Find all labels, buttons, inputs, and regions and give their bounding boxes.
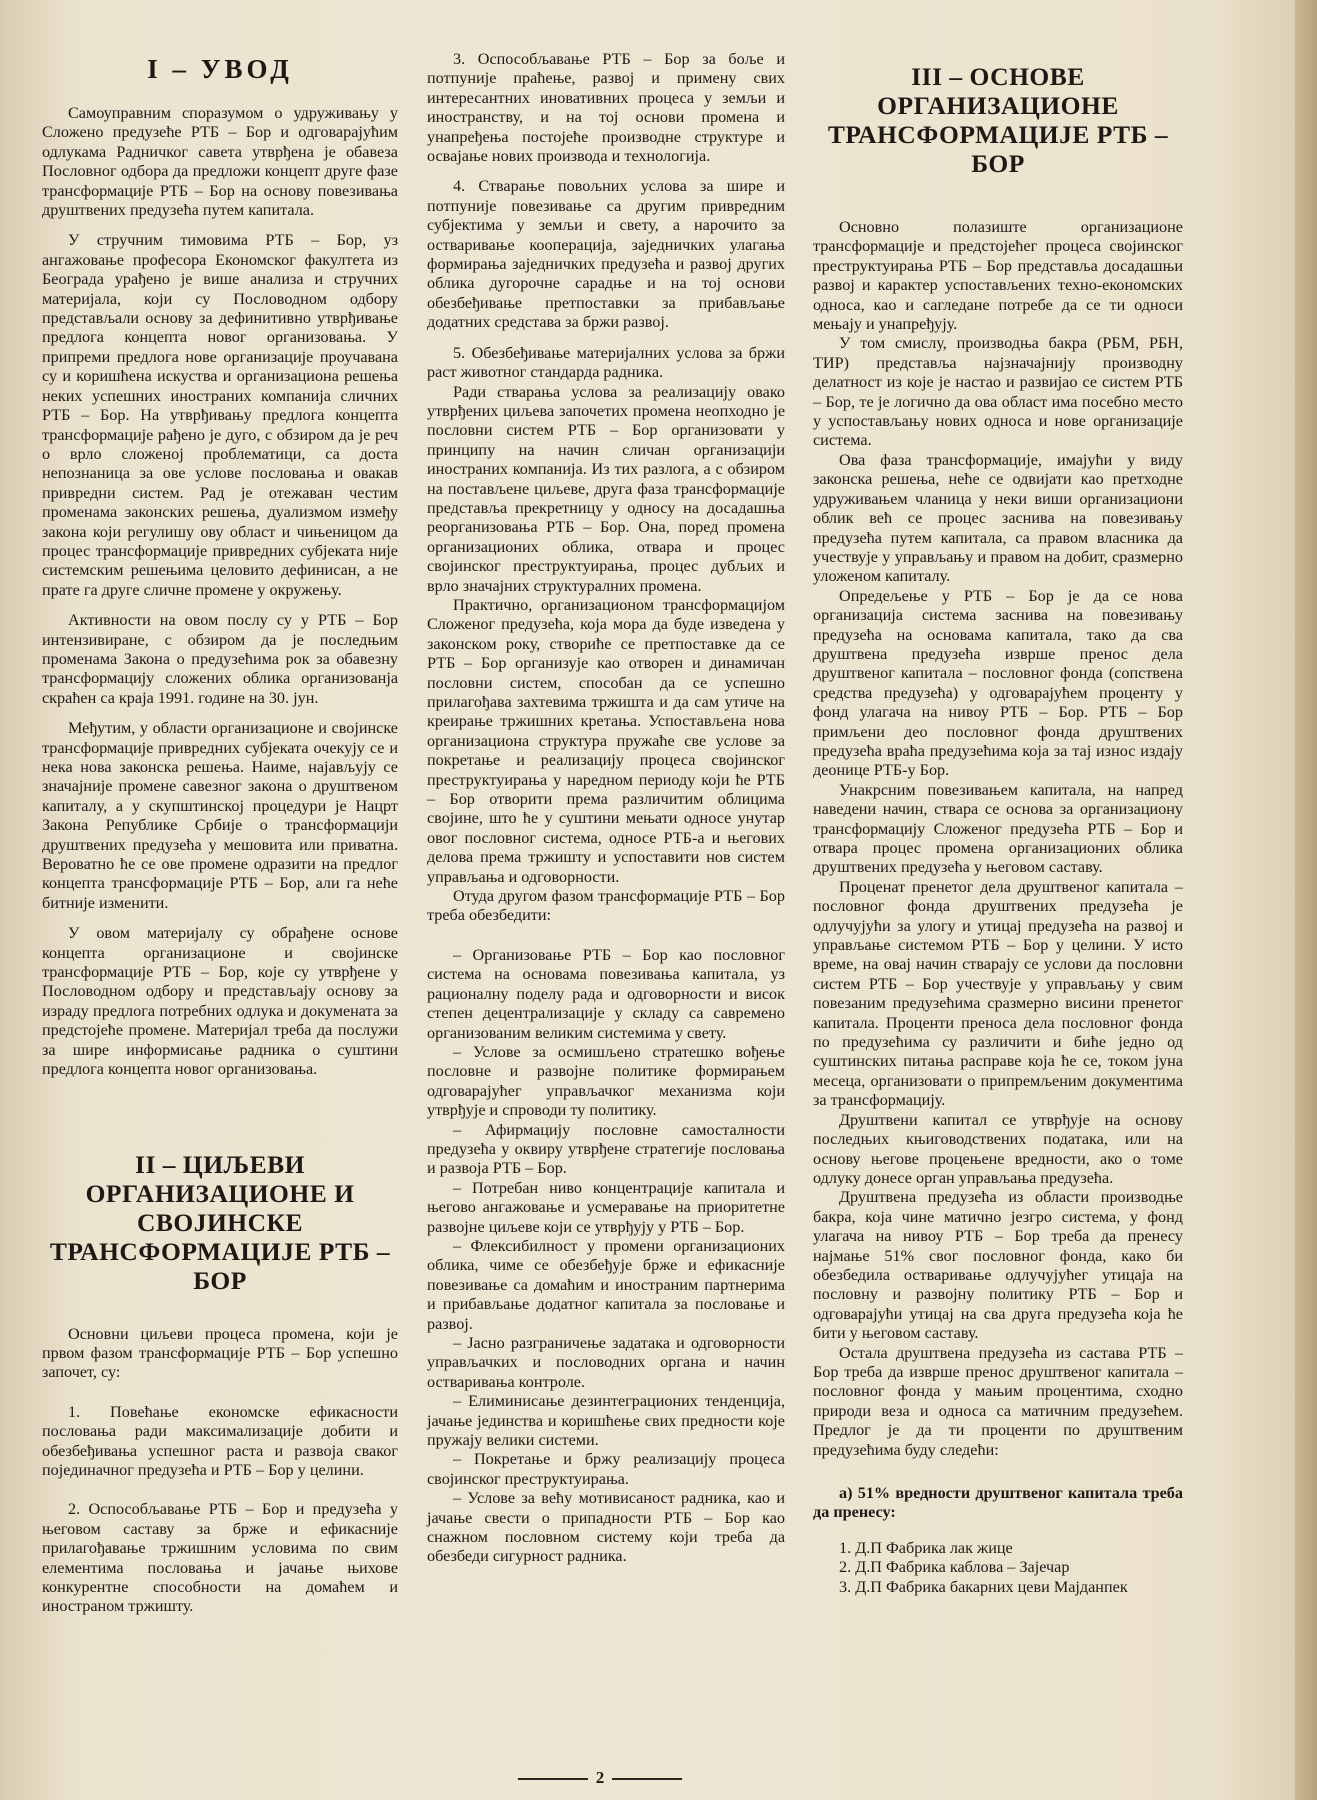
paragraph: У овом материјалу су обрађене основе концепта организационе и својинске трансформације РТБ – Бор, које су утврђене у Пословодном одбору и представљају основу за израду предлога потребних одлука и докумената за предстојеће промене. Материјал треба да послужи за шире информисање радника о суштини предлога концепта новог организовања. <box>42 924 398 1079</box>
paragraph: У том смислу, производња бакра (РБМ, РБН, ТИР) представља најзначајнију производну делатност из које је настао и развијао се систем РТБ – Бор, те је логично да ова област има посебно место у успостављању нових односа и нове организације система. <box>813 334 1183 450</box>
list-item: 3. Оспособљавање РТБ – Бор за боље и потпуније праћење, развој и примену свих интересантних иновативних процеса у земљи и иностранству, и на тој основи промена и унапређења постојеће производне структуре и освајање нових производа и технологија. <box>427 50 785 166</box>
paragraph: Активности на овом послу су у РТБ – Бор интензивиране, с обзиром да је последњим променама Закона о предузећима рок за обавезну трансформацију сложених облика организованја скраћен са краја 1991. године на 30. јун. <box>42 611 398 707</box>
list-item: 1. Д.П Фабрика лак жице <box>839 1538 1013 1557</box>
dash-item: – Покретање и бржу реализацију процеса својинског преструктуирања. <box>427 1450 785 1488</box>
dash-item: – Афирмацију пословне самосталности предузећа у оквиру утврђене стратегије пословања и развоја РТБ – Бор. <box>427 1120 785 1178</box>
paragraph: Опредељење у РТБ – Бор је да се нова организација система заснива на повезивању предузећа на основама капитала, тако да сва друштвена предузећа изврше пренос дела друштвеног капитала – пословног фонда (сопствена средства предузећа) у одговарајућем проценту у фонд улагача на нивоу РТБ – Бор. РТБ – Бор примљени део пословног фонда друштвених предузећа враћа предузећима која за тај износ издају деонице РТБ-у Бор. <box>813 586 1183 780</box>
list-heading: а) 51% вредности друштвеног капитала треба да пренесу: <box>813 1484 1183 1522</box>
paragraph: Друштвени капитал се утврђује на основу последњих књиговодствених података, или на основу његове процењене вредности, ако о томе одлуку донесе орган управљања предузећа. <box>813 1110 1183 1187</box>
paragraph: Ова фаза трансформације, имајући у виду законска решења, неће се одвијати као претходне удруживањем чланица у неки виши организациони облик већ се процес заснива на повезивању предузећа путем капитала, са правом власника да учествује у управљању и правом на добит, сразмерно уложеном капиталу. <box>813 450 1183 586</box>
list-item: 2. Оспособљавање РТБ – Бор и предузећа у његовом саставу за брже и ефикасније прилагођавање тржишним условима по свим елементима пословања и јачање њихове конкурентне способности на домаћем и иностраном тржишту. <box>42 1500 398 1616</box>
paragraph: Остала друштвена предузећа из састава РТБ – Бор треба да изврше пренос друштвеног капитала – пословног фонда у мањим процентима, сходно природи веза и односа са матичним предузећем. Предлог је да ти проценти по друштвеним предузећима буду следећи: <box>813 1343 1183 1459</box>
dash-item: – Услове за осмишљено стратешко вођење пословне и развојне политике формирањем одговарајућег управљачког механизма који утврђује и спроводи ту политику. <box>427 1042 785 1120</box>
paragraph: Самоуправним споразумом о удруживању у Сложено предузеће РТБ – Бор и одговарајућим одлукама Радничког савета утврђена је обавеза Пословног одбора да предложи концепт друге фазе трансформације РТБ – Бор на основу повезивања друштвених предузећа путем капитала. <box>42 104 398 220</box>
list-item: 3. Д.П Фабрика бакарних цеви Мајданпек <box>839 1577 1128 1596</box>
list-item: 5. Обезбеђивање материјалних услова за бржи раст животног стандарда радника. <box>427 343 785 382</box>
paragraph: Практично, организационом трансформацијом Сложеног предузећа, која мора да буде изведена у законском року, створиће се претпоставке да се РТБ – Бор организује као отворен и динамичан пословни систем, способан да се успешно прилагођава захтевима тржишта и да сам утиче на креирање тржишних кретања. Успостављена нова организациона структура пружаће све услове за покретање и реализацију процеса својинског преструктуирања у наредном периоду који ће РТБ – Бор отворити према различитим облицима својине, што ће у суштини мењати односе унутар овог пословног система, односе РТБ-а и његових делова према тржишту и успоставити нов систем управљања и одговорности. <box>427 595 785 886</box>
dash-item: – Јасно разграничење задатака и одговорности управљачких и пословодних органа и начин остваривања контроле. <box>427 1334 785 1391</box>
column-1 <box>42 48 398 1617</box>
page-number: 2 <box>495 1768 705 1788</box>
paragraph: Отуда другом фазом трансформације РТБ – Бор треба обезбедити: <box>427 887 785 925</box>
list-item: 1. Повећање економске ефикасности пословања ради максимализације добити и обезбеђивања успешног раста и развоја сваког појединачног предузећа и РТБ – Бор у целини. <box>42 1402 398 1479</box>
paragraph: Унакрсним повезивањем капитала, на напред наведени начин, ствара се основа за организациону трансформацију Сложеног предузећа РТБ – Бор и отвара процес промена организационих облика друштвених предузећа у његовом саставу. <box>813 780 1183 877</box>
paragraph: Ради стварања услова за реализацију овако утврђених циљева започетих промена неопходно је пословни систем РТБ – Бор организовати у принципу на начин сличан организацији иностраних компанија. Из тих разлога, а с обзиром на постављене циљеве, друга фаза трансформације представља прекретницу у односу на досадашња реорганизовања РТБ – Бор. Она, поред промена организационих облика, отвара и процес својинског преструктуирања, процес дубљих и врло значајних структуралних промена. <box>427 382 785 595</box>
dash-item: – Елиминисање дезинтеграционих тенденција, јачање јединства и коришћење свих предности које пружају велики системи. <box>427 1392 785 1450</box>
list-item: 2. Д.П Фабрика каблова – Зајечар <box>839 1558 1070 1577</box>
section-title-ciljevi: II – ЦИЉЕВИ ОРГАНИЗАЦИОНЕ И СВОЈИНСКЕ ТРАНСФОРМАЦИЈЕ РТБ – БОР <box>49 1149 391 1295</box>
dash-item: – Организовање РТБ – Бор као пословног система на основама повезивања капитала, уз рационалну поделу рада и одговорности и висок степен децентрализације у складу са савремено организованим великим системима у свету. <box>427 945 785 1042</box>
paragraph: У стручним тимовима РТБ – Бор, уз ангажовање професора Економског факултета из Београда урађено је више анализа и стручних материјала, који су Пословодном одбору представљали основу за дефинитивно утврђивање предлога концепта новог организовања. У припреми предлога нове организације проучавана су и коришћена искуства и организациона решења неких успешних иностраних компанија сличних РТБ – Бор. На утврђивању предлога концепта трансформације рађено је дуго, с обзиром да је реч о врло сложеној проблематици, са доста непознаница за ове услове пословања и овакав привредни систем. Рад је отежаван честим променама законских решења, дуализмом између закона који регулишу ову област и чињеницом да процес трансформације привредних субјеката није системским решењима целовито дефинисан, а не прате га друге сличне промене у окружењу. <box>42 231 398 599</box>
paragraph: Основно полазиште организационе трансформације и предстојећег процеса својинског преструктуирања РТБ – Бор представља досадашњи развој и карактер успостављених техно-економских односа, као и сагледане потребе да се ти односи мењају и унапређују. <box>813 218 1183 334</box>
paragraph: Друштвена предузећа из области производње бакра, која чине матично језгро система, у фонд улагача на нивоу РТБ – Бор треба да пренесу најмање 51% свог пословног фонда, како би обезбедила остваривање одлучујућег утицаја на пословну и развојну политику РТБ – Бор и одговарајући утицај на сва друга предузећа која ће бити у његовом саставу. <box>813 1188 1183 1343</box>
page-binding-edge <box>1295 0 1317 1800</box>
column-3 <box>813 56 1183 1597</box>
dash-item: – Потребан ниво концентрације капитала и његово ангажовање и усмеравање на приоритетне развојне циљеве који се утврђују у РТБ – Бор. <box>427 1178 785 1236</box>
paragraph: Међутим, у области организационе и својинске трансформације привредних субјеката очекују се и нека нова законска решења. Наиме, најављују се значајније промене савезног закона о друштвеном капиталу, а у скупштинској процедури је Нацрт Закона Републике Србије о трансформацији друштвених предузећа у мешовита или приватна. Вероватно ће се ове промене одразити на предлог концепта трансформације РТБ – Бор, али га неће битније изменити. <box>42 719 398 912</box>
column-2 <box>427 50 785 1567</box>
section-title-osnove: III – ОСНОВЕ ОРГАНИЗАЦИОНЕ ТРАНСФОРМАЦИЈЕ РТБ – БОР <box>827 62 1169 178</box>
dash-item: – Услове за већу мотивисаност радника, као и јачање свести о припадности РТБ – Бор као снажном пословном систему који треба да обезбеди сигурност радника. <box>427 1489 785 1566</box>
paragraph: Проценат пренетог дела друштвеног капитала – пословног фонда друштвених предузећа је одлучујући за улогу и утицај предузећа на развој и управљање системом РТБ – Бор у целини. У исто време, на овај начин стварају се услови да пословни систем РТБ – Бор учествује у управљању у свим повезаним предузећима сразмерно висини пренетог капитала. Проценти преноса дела пословног фонда по предузећима су различити и биће једно од суштинских питања расправе која ће се, током јуна месеца, организовати о припремљеним документима за трансформацију. <box>813 877 1183 1110</box>
list-item: 4. Стварање повољних услова за шире и потпуније повезивање са другим привредним субјектима у земљи и свету, а нарочито за остваривање кооперација, заједничких улагања формирања заједничких предузећа и развој других облика дугорочне сарадње и на тој основи обезбеђивање претпоставки за прибављање додатних средстава за бржи развој. <box>427 177 785 332</box>
dash-item: – Флексибилност у промени организационих облика, чиме се обезбеђује брже и ефикасније повезивање са домаћим и иностраним партнерима и прибављање додатног капитала за пословање и развој. <box>427 1236 785 1333</box>
paragraph: Основни циљеви процеса промена, који је првом фазом трансформације РТБ – Бор успешно започет, су: <box>42 1324 398 1382</box>
section-title-uvod: I – УВОД <box>147 54 293 84</box>
